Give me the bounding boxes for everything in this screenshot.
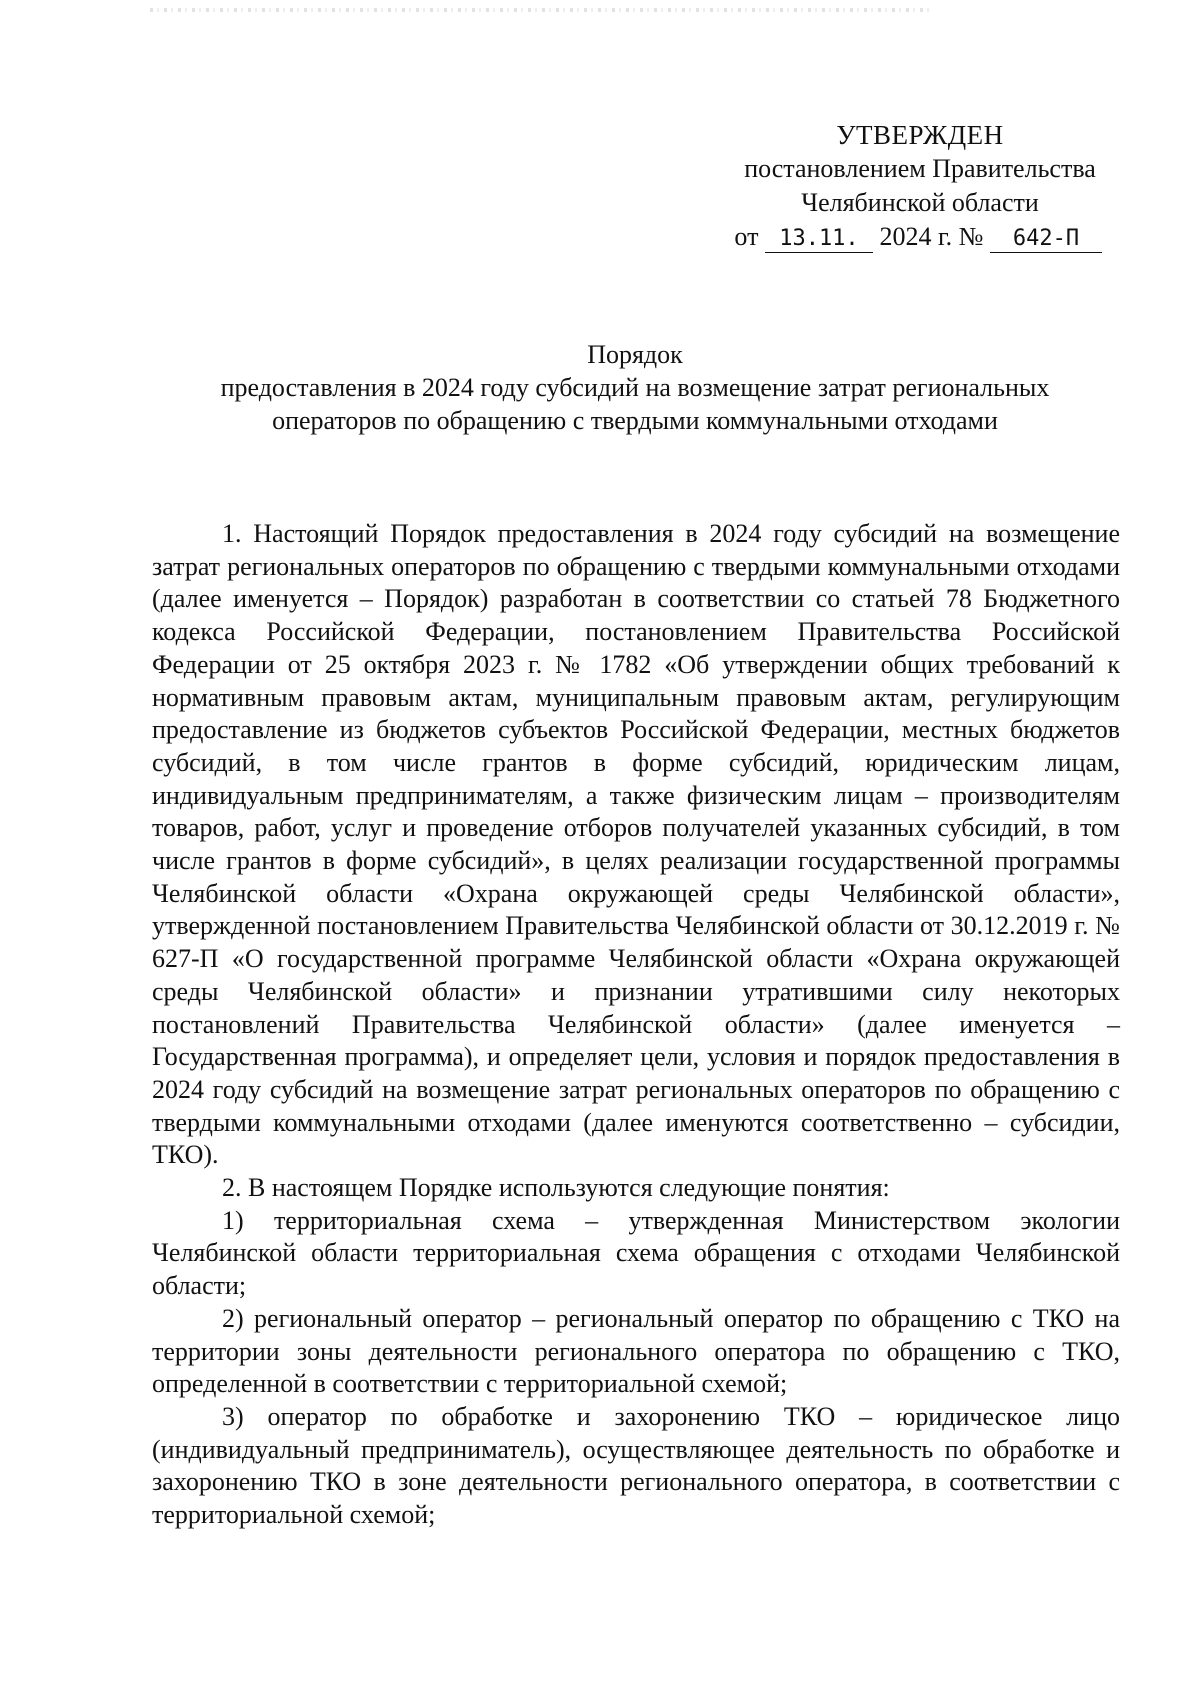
paragraph-1: 1. Настоящий Порядок предоставления в 2024 году субсидий на возмещение затрат региональных операторов по обращению с твердыми коммунальными отходами (далее именуется – Порядок) разработан в соответствии со статьей 78 Бюджетного кодекса Российской Федерации, постановлением Правительства Российской Федерации от 25 октября 2023 г. № 1782 «Об утверждении общих требований к нормативным правовым актам, муниципальным правовым актам, регулирующим предоставление из бюджетов субъектов Российской Федерации, местных бюджетов субсидий, в том числе грантов в форме субсидий, юридическим лицам, индивидуальным предпринимателям, а также физическим лицам – производителям товаров, работ, услуг и проведение отборов получателей указанных субсидий, в том числе грантов в форме субсидий», в целях реализации государственной программы Челябинской области «Охрана окружающей среды Челябинской области», утвержденной постановлением Правительства Челябинской области от 30.12.2019 г. № 627-П «О государственной программе Челябинской области «Охрана окружающей среды Челябинской области» и признании утратившими силу некоторых постановлений Правительства Челябинской области» (далее именуется – Государственная программа), и определяет цели, условия и порядок предоставления в 2024 году субсидий на возмещение затрат региональных операторов по обращению с твердыми коммунальными отходами (далее именуются соответственно – субсидии, ТКО). bbox=[152, 519, 1120, 1170]
document-title bbox=[150, 338, 1120, 437]
title-line-3: операторов по обращению с твердыми коммунальными отходами bbox=[272, 406, 998, 435]
paragraph-2: 2. В настоящем Порядке используются следующие понятия: bbox=[222, 1173, 890, 1203]
definition-2: 2) региональный оператор – региональный оператор по обращению с ТКО на территории зоны деятельности регионального оператора по обращению с ТКО, определенной в соответствии с территориальной схемой; bbox=[152, 1303, 1120, 1399]
title-line-2: предоставления в 2024 году субсидий на возмещение затрат региональных bbox=[220, 373, 1050, 402]
year-number-label: 2024 г. № bbox=[879, 222, 984, 251]
number-field: 642-П bbox=[990, 226, 1102, 253]
approval-block bbox=[720, 118, 1120, 254]
date-field: 13.11. bbox=[765, 226, 873, 253]
approval-line-2: Челябинской области bbox=[801, 188, 1039, 217]
title-line-1: Порядок bbox=[587, 340, 683, 369]
date-prefix: от bbox=[734, 222, 759, 251]
approval-line-1: постановлением Правительства bbox=[744, 154, 1096, 183]
definition-3: 3) оператор по обработке и захоронению ТКО – юридическое лицо (индивидуальный предприниматель), осуществляющее деятельность по обработке и захоронению ТКО в зоне деятельности регионального оператора, в соответствии с территориальной схемой; bbox=[152, 1401, 1120, 1530]
approval-title: УТВЕРЖДЕН bbox=[836, 120, 1004, 150]
document-body bbox=[152, 518, 1120, 1532]
scan-artifact bbox=[150, 8, 930, 12]
approval-date-line bbox=[720, 220, 1120, 254]
definition-1: 1) территориальная схема – утвержденная Министерством экологии Челябинской области территориальная схема обращения с отходами Челябинской области; bbox=[152, 1205, 1120, 1301]
